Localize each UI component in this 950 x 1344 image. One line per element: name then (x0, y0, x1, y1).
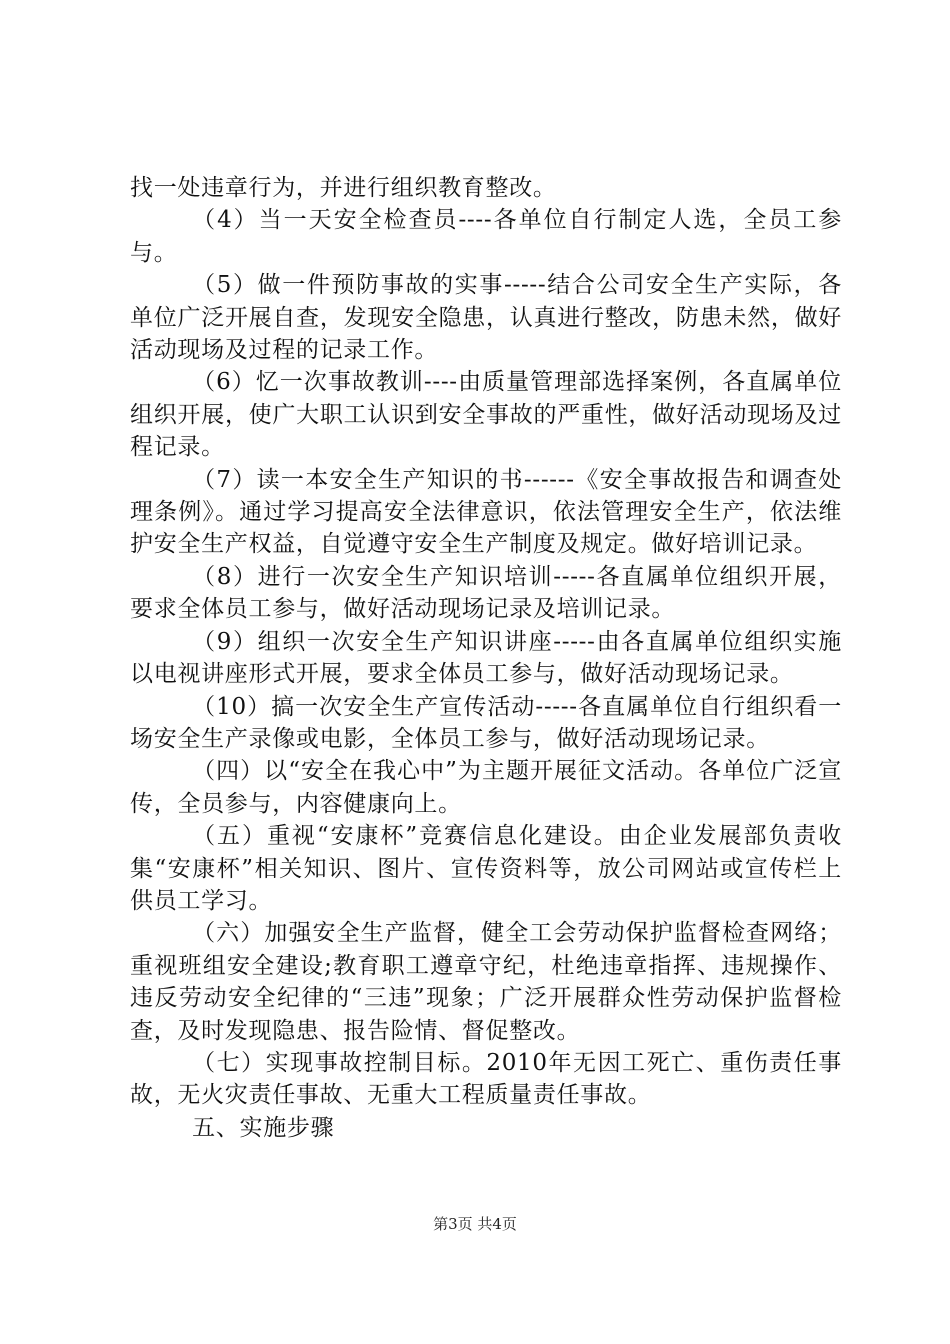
paragraph: （五）重视“安康杯”竞赛信息化建设。由企业发展部负责收集“安康杯”相关知识、图片、宣传资料等，放公司网站或宣传栏上供员工学习。 (130, 823, 842, 914)
paragraph: （5）做一件预防事故的实事-----结合公司安全生产实际，各单位广泛开展自查，发现安全隐患，认真进行整改，防患未然，做好活动现场及过程的记录工作。 (130, 272, 842, 364)
page-footer: 第3页 共4页 (433, 1215, 517, 1233)
body-text (130, 172, 842, 1144)
paragraph: （4）当一天安全检查员----各单位自行制定人选，全员工参与。 (130, 207, 842, 266)
paragraph: 找一处违章行为，并进行组织教育整改。 (130, 175, 557, 201)
paragraph: （6）忆一次事故教训----由质量管理部选择案例，各直属单位组织开展，使广大职工认识到安全事故的严重性，做好活动现场及过程记录。 (130, 369, 842, 461)
paragraph: （10）搞一次安全生产宣传活动-----各直属单位自行组织看一场安全生产录像或电影，全体员工参与，做好活动现场记录。 (130, 693, 842, 752)
paragraph: （四）以“安全在我心中”为主题开展征文活动。各单位广泛宣传，全员参与，内容健康向上。 (130, 758, 842, 817)
paragraph: （七）实现事故控制目标。2010年无因工死亡、重伤责任事故，无火灾责任事故、无重大工程质量责任事故。 (130, 1049, 842, 1109)
paragraph: （7）读一本安全生产知识的书------《安全事故报告和调查处理条例》。通过学习提高安全法律意识，依法管理安全生产，依法维护安全生产权益，自觉遵守安全生产制度及规定。做好培训记录。 (130, 466, 842, 558)
paragraph: （六）加强安全生产监督，健全工会劳动保护监督检查网络；重视班组安全建设;教育职工遵章守纪，杜绝违章指挥、违规操作、违反劳动安全纪律的“三违”现象；广泛开展群众性劳动保护监督检查，及时发现隐患、报告险情、督促整改。 (130, 920, 842, 1044)
paragraph: （9）组织一次安全生产知识讲座-----由各直属单位组织实施以电视讲座形式开展，要求全体员工参与，做好活动现场记录。 (130, 628, 842, 688)
paragraph: （8）进行一次安全生产知识培训-----各直属单位组织开展，要求全体员工参与，做好活动现场记录及培训记录。 (130, 563, 842, 623)
section-heading: 五、实施步骤 (192, 1114, 335, 1141)
